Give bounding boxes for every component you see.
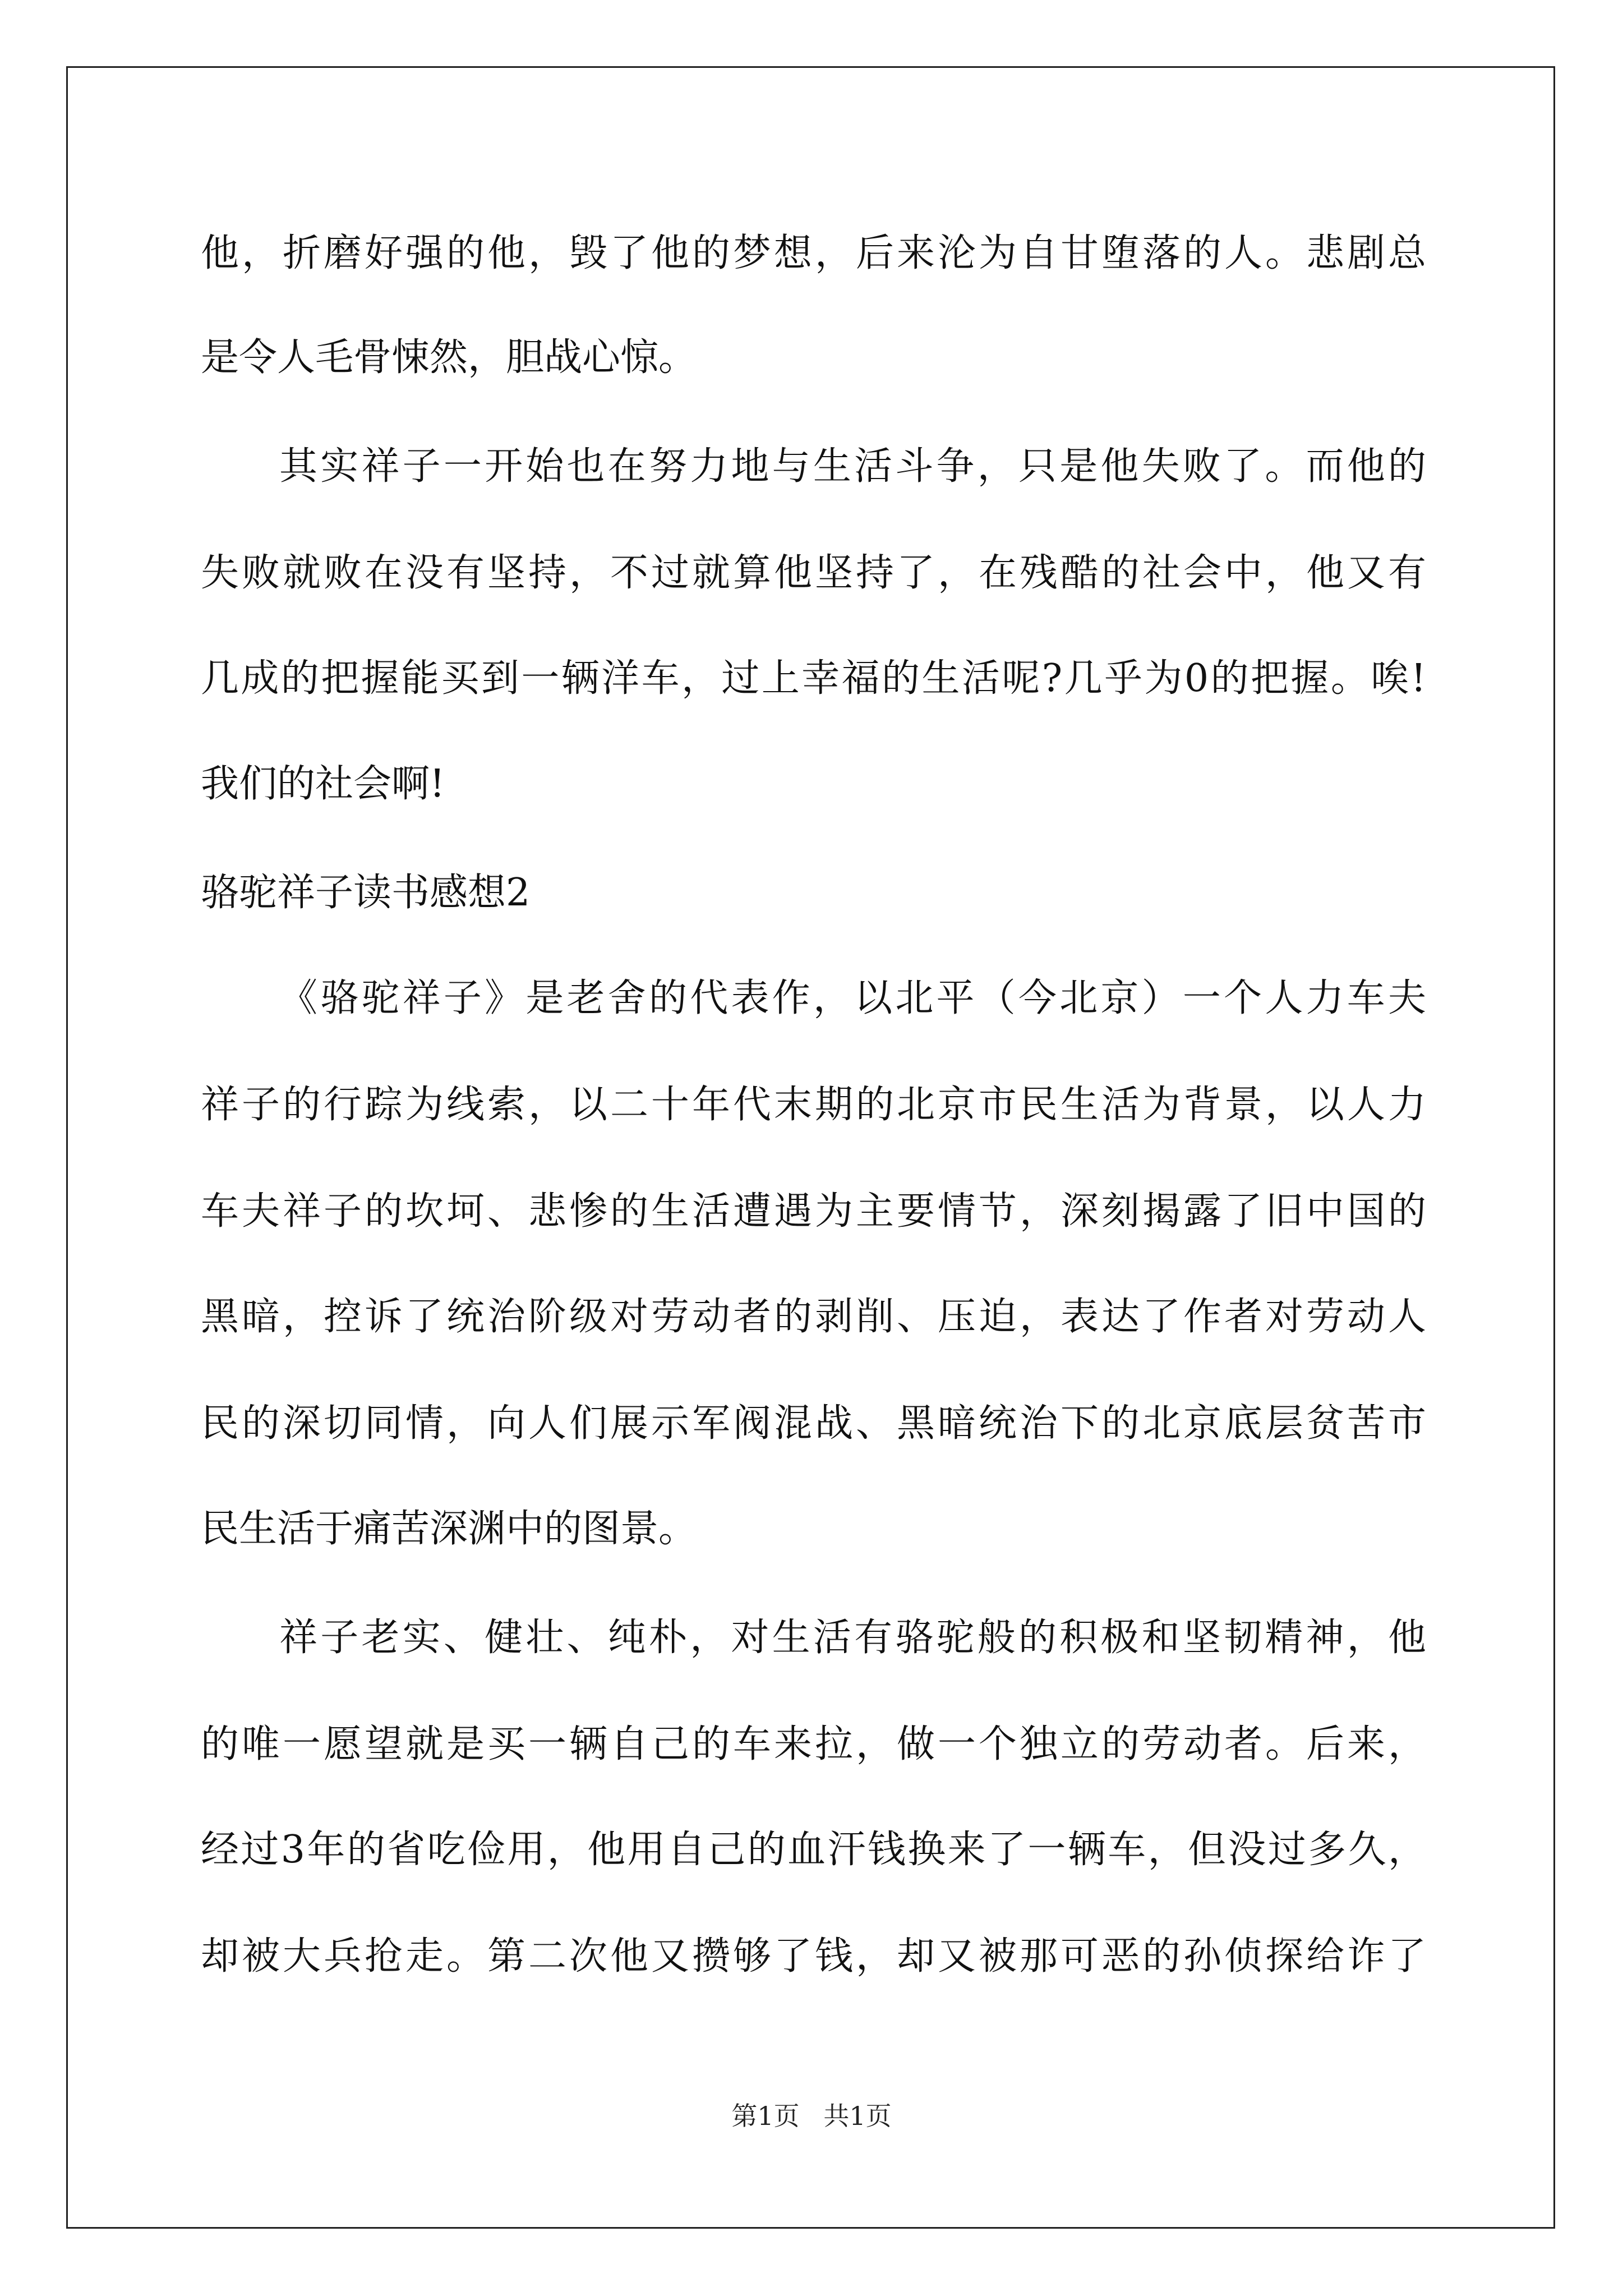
paragraph-first-line: 祥子老实、健壮、纯朴，对生活有骆驼般的积极和坚韧精神，他 [279,1616,1426,1660]
page-number: 第1页 [731,2101,800,2131]
text-line: 几成的把握能买到一辆洋车，过上幸福的生活呢?几乎为0的把握。唉! [201,656,1426,701]
text-line: 是令人毛骨悚然，胆战心惊。 [201,335,697,380]
page-footer [0,2100,1623,2132]
paragraph-first-line: 《骆驼祥子》是老舍的代表作，以北平（今北京）一个人力车夫 [279,976,1426,1020]
text-line: 他，折磨好强的他，毁了他的梦想，后来沦为自甘堕落的人。悲剧总 [201,231,1426,275]
section-heading: 骆驼祥子读书感想2 [201,871,531,915]
text-line: 祥子的行踪为线索，以二十年代末期的北京市民生活为背景，以人力 [201,1083,1426,1127]
text-line: 民生活于痛苦深渊中的图景。 [201,1507,697,1551]
text-line: 经过3年的省吃俭用，他用自己的血汗钱换来了一辆车，但没过多久， [201,1828,1426,1872]
page-border [66,66,1555,2229]
text-line: 车夫祥子的坎坷、悲惨的生活遭遇为主要情节，深刻揭露了旧中国的 [201,1189,1426,1234]
text-line: 却被大兵抢走。第二次他又攒够了钱，却又被那可恶的孙侦探给诈了 [201,1934,1426,1978]
paragraph-first-line: 其实祥子一开始也在努力地与生活斗争，只是他失败了。而他的 [279,444,1426,489]
text-line: 我们的社会啊! [201,762,445,806]
text-line: 失败就败在没有坚持，不过就算他坚持了，在残酷的社会中，他又有 [201,551,1426,595]
text-line: 黑暗，控诉了统治阶级对劳动者的剥削、压迫，表达了作者对劳动人 [201,1295,1426,1339]
text-line: 民的深切同情，向人们展示军阀混战、黑暗统治下的北京底层贫苦市 [201,1401,1426,1446]
page-total: 共1页 [823,2101,892,2131]
text-line: 的唯一愿望就是买一辆自己的车来拉，做一个独立的劳动者。后来， [201,1722,1426,1766]
